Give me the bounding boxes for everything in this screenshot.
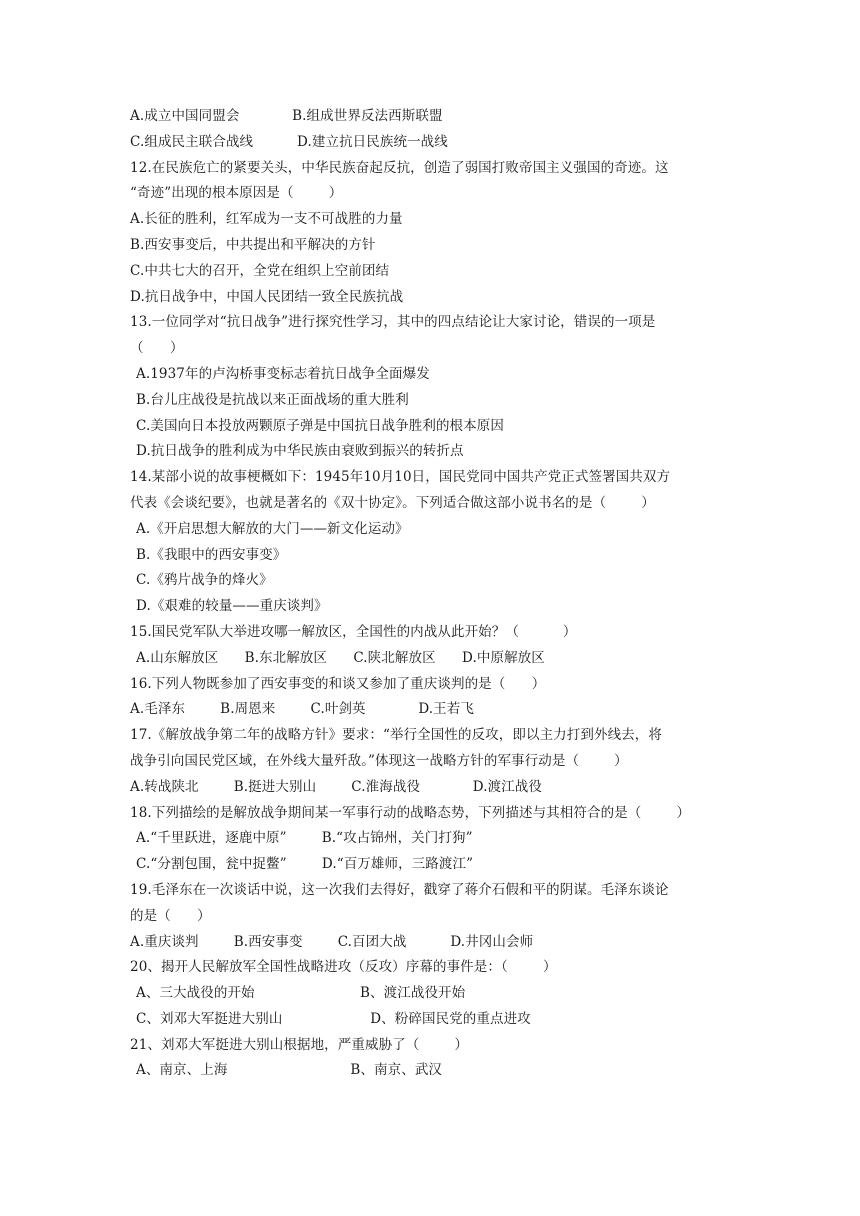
text-line: 19.毛泽东在一次谈话中说，这一次我们去得好，戳穿了蒋介石假和平的阴谋。毛泽东谈论	[130, 881, 669, 898]
text-line: “奇迹”出现的根本原因是（ ）	[130, 185, 343, 202]
text-line: C.美国向日本投放两颗原子弹是中国抗日战争胜利的根本原因	[136, 417, 504, 434]
text-line: 21、刘邓大军挺进大别山根据地，严重威胁了（ ）	[130, 1036, 469, 1053]
text-line: B.西安事变后，中共提出和平解决的方针	[130, 236, 376, 253]
text-line: D.《艰难的较量——重庆谈判》	[136, 598, 328, 615]
text-line: C.“分割包围，瓮中捉鳖” D.“百万雄师，三路渡江”	[136, 856, 474, 873]
text-line: A.山东解放区 B.东北解放区 C.陕北解放区 D.中原解放区	[136, 649, 545, 666]
text-line: 18.下列描绘的是解放战争期间某一军事行动的战略态势，下列描述与其相符合的是（ ）	[130, 804, 691, 821]
text-line: C.中共七大的召开，全党在组织上空前团结	[130, 262, 390, 279]
text-line: D.抗日战争的胜利成为中华民族由衰败到振兴的转折点	[136, 443, 464, 460]
text-line: 17.《解放战争第二年的战略方针》要求：“举行全国性的反攻，即以主力打到外线去，将	[130, 727, 662, 744]
text-line: 16.下列人物既参加了西安事变的和谈又参加了重庆谈判的是（ ）	[130, 675, 546, 692]
text-line: 战争引向国民党区域，在外线大量歼敌。”体现这一战略方针的军事行动是（ ）	[130, 752, 628, 769]
text-line: A.长征的胜利，红军成为一支不可战胜的力量	[130, 211, 403, 228]
text-line: A、三大战役的开始 B、渡江战役开始	[136, 985, 466, 1002]
text-line: （ ）	[130, 340, 184, 357]
text-line: B.《我眼中的西安事变》	[136, 546, 287, 563]
text-line: A.转战陕北 B.挺进大别山 C.淮海战役 D.渡江战役	[130, 778, 542, 795]
text-line: B.台儿庄战役是抗战以来正面战场的重大胜利	[136, 391, 409, 408]
text-line: A.重庆谈判 B.西安事变 C.百团大战 D.井冈山会师	[130, 933, 534, 950]
text-line: 15.国民党军队大举进攻哪一解放区，全国性的内战从此开始？（ ）	[130, 623, 577, 640]
text-line: D.抗日战争中，中国人民团结一致全民族抗战	[130, 288, 404, 305]
text-line: A.成立中国同盟会 B.组成世界反法西斯联盟	[130, 108, 443, 124]
text-line: 代表《会谈纪要》，也就是著名的《双十协定》。下列适合做这部小说书名的是（ ）	[130, 494, 655, 511]
text-line: 20、揭开人民解放军全国性战略进攻（反攻）序幕的事件是：（ ）	[130, 959, 557, 976]
text-line: A、南京、上海 B、南京、武汉	[136, 1062, 443, 1079]
text-line: A.“千里跃进，逐鹿中原” B.“攻占锦州，关门打狗”	[136, 830, 473, 847]
text-line: 的是（ ）	[130, 907, 211, 924]
text-line: 13.一位同学对“抗日战争”进行探究性学习，其中的四点结论让大家讨论，错误的一项是	[130, 314, 656, 331]
text-line: C.组成民主联合战线 D.建立抗日民族统一战线	[130, 133, 448, 150]
text-line: A.1937年的卢沟桥事变标志着抗日战争全面爆发	[136, 365, 430, 382]
text-line: A.《开启思想大解放的大门——新文化运动》	[136, 520, 409, 537]
text-line: C.《鸦片战争的烽火》	[136, 572, 273, 589]
text-line: C、刘邓大军挺进大别山 D、粉碎国民党的重点进攻	[136, 1010, 531, 1027]
question-text-block	[130, 104, 740, 1084]
text-line: 14.某部小说的故事梗概如下：1945年10月10日，国民党同中国共产党正式签署国共双方	[130, 469, 671, 486]
text-line: 12.在民族危亡的紧要关头，中华民族奋起反抗，创造了弱国打败帝国主义强国的奇迹。这	[130, 159, 669, 176]
text-line: A.毛泽东 B.周恩来 C.叶剑英 D.王若飞	[130, 701, 474, 718]
